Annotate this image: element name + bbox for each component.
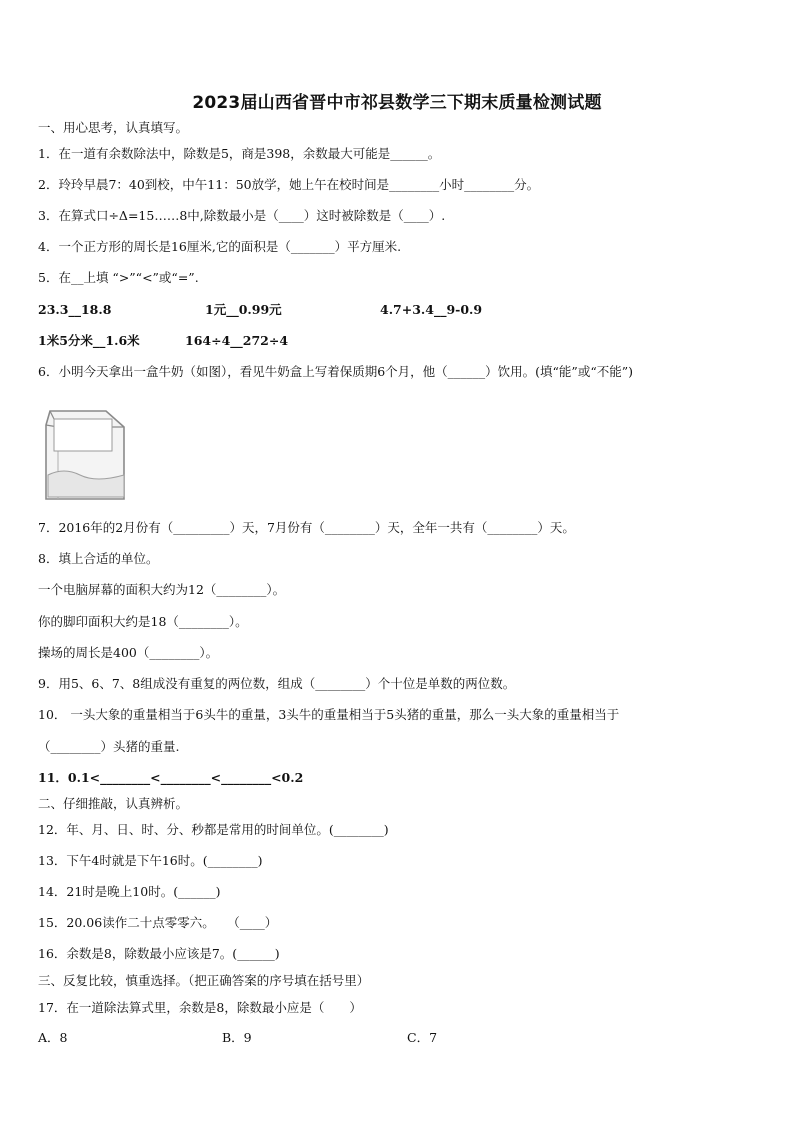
- question-3: 3．在算式口÷Δ=15……8中,除数最小是（____）这时被除数是（____）.: [38, 208, 446, 223]
- question-2: 2．玲玲早晨7：40到校，中午11：50放学，她上午在校时间是________小时________分。: [38, 177, 540, 192]
- question-9: 9．用5、6、7、8组成没有重复的两位数，组成（________）个十位是单数的两位数。: [38, 676, 516, 691]
- q5-item-5: 164÷4__272÷4: [185, 333, 289, 348]
- question-17: 17．在一道除法算式里，余数是8，除数最小应是（ ）: [38, 1000, 362, 1015]
- q17-option-b: B．9: [222, 1030, 252, 1045]
- q17-option-c: C．7: [407, 1030, 438, 1045]
- question-6: 6．小明今天拿出一盒牛奶（如图），看见牛奶盒上写着保质期6个月，他（______）饮用。(填“能”或“不能”): [38, 364, 633, 379]
- question-4: 4．一个正方形的周长是16厘米,它的面积是（_______）平方厘米.: [38, 239, 402, 254]
- q17-option-a: A．8: [38, 1030, 68, 1045]
- question-16: 16．余数是8，除数最小应该是7。(______): [38, 946, 280, 961]
- q5-item-3: 4.7+3.4__9-0.9: [380, 302, 483, 317]
- section-2-heading: 二、仔细推敲，认真辨析。: [38, 796, 189, 811]
- question-5: 5．在__上填 “>”“<”或“=”.: [38, 270, 199, 285]
- question-8: 8．填上合适的单位。: [38, 551, 159, 566]
- question-15: 15．20.06读作二十点零零六。 （____）: [38, 915, 278, 930]
- question-11: 11．0.1<________<________<________<0.2: [38, 770, 304, 785]
- q5-item-1: 23.3__18.8: [38, 302, 112, 317]
- question-8c: 操场的周长是400（________）。: [38, 645, 219, 660]
- q5-item-2: 1元__0.99元: [205, 302, 282, 317]
- question-8a: 一个电脑屏幕的面积大约为12（________）。: [38, 582, 286, 597]
- question-13: 13．下午4时就是下午16时。(________): [38, 853, 263, 868]
- section-1-heading: 一、用心思考，认真填写。: [38, 120, 189, 135]
- question-8b: 你的脚印面积大约是18（________）。: [38, 614, 248, 629]
- question-7: 7．2016年的2月份有（_________）天，7月份有（________）天，全年一共有（________）天。: [38, 520, 575, 535]
- milk-carton-image: [40, 405, 128, 503]
- question-12: 12．年、月、日、时、分、秒都是常用的时间单位。(________): [38, 822, 389, 837]
- question-10-line2: （________）头猪的重量.: [38, 739, 180, 754]
- q5-item-4: 1米5分米__1.6米: [38, 333, 140, 348]
- question-14: 14．21时是晚上10时。(______): [38, 884, 221, 899]
- question-1: 1．在一道有余数除法中，除数是5，商是398，余数最大可能是______。: [38, 146, 441, 161]
- page-title: 2023届山西省晋中市祁县数学三下期末质量检测试题: [192, 93, 602, 113]
- question-10-line1: 10． 一头大象的重量相当于6头牛的重量，3头牛的重量相当于5头猪的重量，那么一头大象的重量相当于: [38, 707, 620, 722]
- section-3-heading: 三、反复比较，慎重选择。（把正确答案的序号填在括号里）: [38, 973, 370, 988]
